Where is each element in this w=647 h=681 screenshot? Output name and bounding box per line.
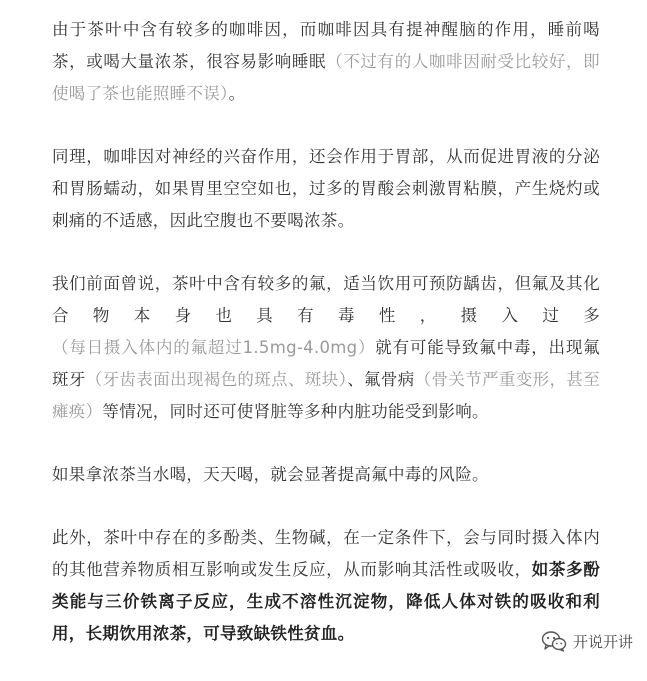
paragraph-end: 。 xyxy=(228,84,246,103)
paragraph-note: （不过有的人咖啡因耐受比较好，即使喝了茶也能照睡不误） xyxy=(52,52,600,103)
paragraph-text: 我们前面曾说，茶叶中含有较多的氟，适当饮用可预防龋齿，但氟及其化合物本身也具有毒性，摄入过多 xyxy=(52,274,600,325)
paragraph-text: 如果拿浓茶当水喝，天天喝，就会显著提高氟中毒的风险。 xyxy=(52,465,489,484)
paragraph-text: 同理，咖啡因对神经的兴奋作用，还会作用于胃部，从而促进胃液的分泌和胃肠蠕动，如果胃里空空如也，过多的胃酸会刺激胃粘膜，产生烧灼或刺痛的不适感，因此空腹也不要喝浓茶。 xyxy=(52,147,600,230)
watermark xyxy=(541,630,633,652)
paragraph-caffeine-sleep xyxy=(52,14,600,110)
paragraph-text: 就有可能导致氟中毒，出现氟斑牙 xyxy=(52,338,600,389)
paragraph-bold-text: 如茶多酚类能与三价铁离子反应，生成不溶性沉淀物，降低人体对铁的吸收和利用，长期饮用浓茶，可导致缺铁性贫血。 xyxy=(52,560,601,643)
paragraph-note: （每日摄入体内的氟超过1.5mg-4.0mg） xyxy=(52,338,376,357)
paragraph-iron-absorption xyxy=(52,522,600,650)
wechat-icon xyxy=(541,630,567,652)
paragraph-fluorine xyxy=(52,268,600,428)
paragraph-empty-stomach xyxy=(52,141,600,237)
paragraph-text: 、氟骨病 xyxy=(347,370,415,389)
article-body xyxy=(52,14,600,681)
paragraph-text: 等情况，同时还可使肾脏等多种内脏功能受到影响。 xyxy=(102,402,489,421)
paragraph-note: （骨关节严重变形，甚至瘫痪） xyxy=(52,370,600,421)
paragraph-note: （牙齿表面出现褐色的斑点、斑块） xyxy=(85,370,348,389)
paragraph-text: 由于茶叶中含有较多的咖啡因，而咖啡因具有提神醒脑的作用，睡前喝茶，或喝大量浓茶，很容易影响睡眠 xyxy=(52,20,600,71)
paragraph-text: 此外，茶叶中存在的多酚类、生物碱，在一定条件下，会与同时摄入体内的其他营养物质相互影响或发生反应，从而影响其活性或吸收， xyxy=(52,528,600,579)
watermark-label: 开说开讲 xyxy=(572,632,633,651)
paragraph-fluorosis-risk xyxy=(52,459,600,491)
